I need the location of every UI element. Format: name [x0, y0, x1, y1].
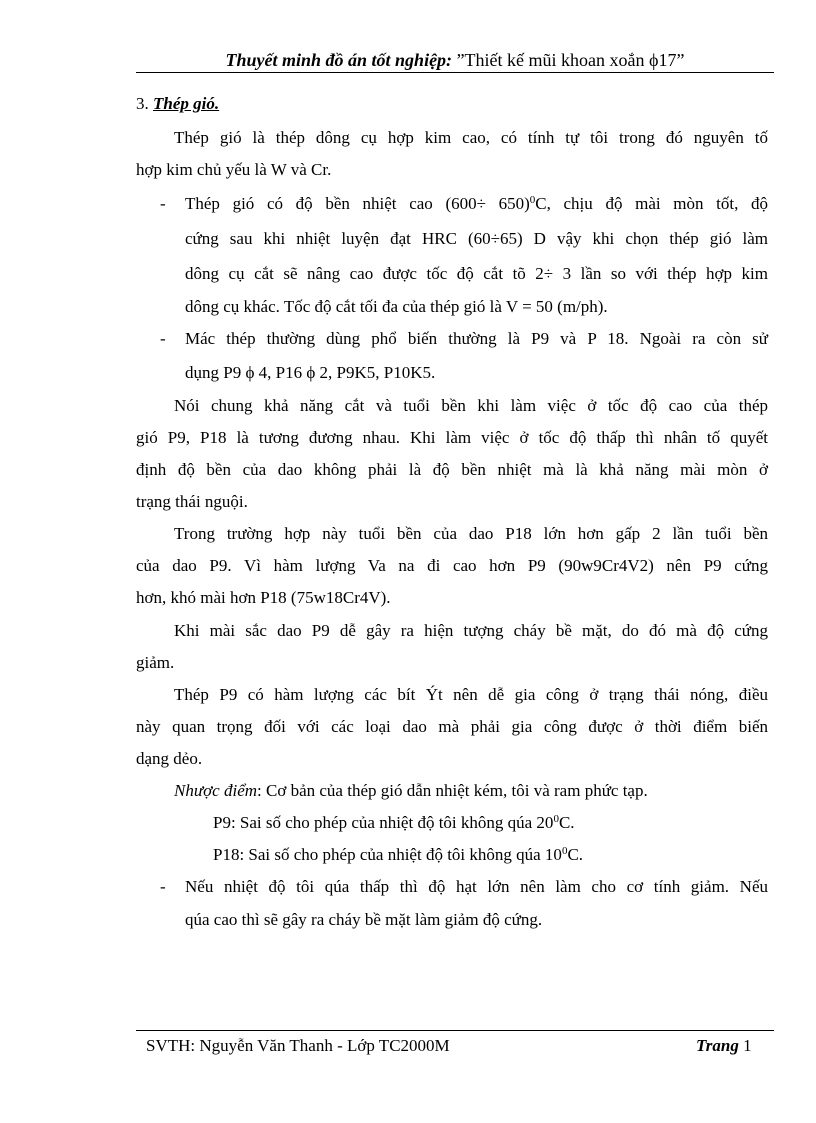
- section-number: 3.: [136, 94, 149, 113]
- header-title-prefix: Thuyết minh đồ án tốt nghiệp:: [225, 50, 453, 70]
- paragraph-line: giảm.: [136, 653, 175, 672]
- bullet-line: dụng P9 ϕ 4, P16 ϕ 2, P9K5, P10K5.: [185, 363, 436, 382]
- tolerance-p18: [213, 845, 583, 865]
- section-heading: [136, 94, 219, 114]
- bullet-line: dông cụ cắt sẽ nâng cao được tốc độ cắt tõ 2÷ 3 lần so với thép hợp kim: [185, 264, 768, 283]
- paragraph-line: Nói chung khả năng cắt và tuổi bền khi làm việc ở tốc độ cao của thép: [174, 396, 768, 415]
- paragraph-line: này quan trọng đối với các loại dao mà phải gia công được ở thời điểm biến: [136, 717, 768, 736]
- superscript: 0: [553, 813, 559, 825]
- superscript: 0: [561, 845, 568, 857]
- bullet-line: Nếu nhiệt độ tôi qúa thấp thì độ hạt lớn nên làm cho cơ tính giảm. Nếu: [185, 877, 768, 896]
- paragraph-line: hơn, khó mài hơn P18 (75w18Cr4V).: [136, 588, 391, 607]
- bullet-line: [185, 194, 768, 214]
- paragraph-line: gió P9, P18 là tương đương nhau. Khi làm việc ở tốc độ thấp thì nhân tố quyết: [136, 428, 768, 447]
- superscript: 0: [529, 194, 536, 206]
- bullet-dash: -: [160, 194, 166, 213]
- header-title-suffix: ”Thiết kế mũi khoan xoắn ϕ17”: [456, 50, 685, 70]
- bullet-dash: -: [160, 877, 166, 896]
- bullet-text: C, chịu độ mài mòn tốt, độ: [535, 194, 768, 213]
- footer-page: [696, 1036, 752, 1056]
- paragraph-line: Trong trường hợp này tuổi bền của dao P18 lớn hơn gấp 2 lần tuổi bền: [174, 524, 768, 543]
- section-title: Thép gió.: [153, 94, 220, 113]
- tolerance-unit: C.: [558, 813, 575, 832]
- paragraph-line: hợp kim chủ yếu là W và Cr.: [136, 160, 332, 179]
- page-header: [136, 50, 774, 73]
- disadvantage-label: Nhược điểm: [174, 781, 258, 800]
- tolerance-text: P9: Sai số cho phép của nhiệt độ tôi không qúa 20: [213, 813, 554, 832]
- bullet-line: dông cụ khác. Tốc độ cắt tối đa của thép gió là V = 50 (m/ph).: [185, 297, 608, 316]
- paragraph-line: Thép P9 có hàm lượng các bít Ýt nên dễ gia công ở trạng thái nóng, điều: [174, 685, 768, 704]
- disadvantage-text: : Cơ bản của thép gió dẫn nhiệt kém, tôi và ram phức tạp.: [257, 781, 648, 800]
- tolerance-unit: C.: [567, 845, 584, 864]
- bullet-dash: -: [160, 329, 166, 348]
- disadvantage-line: [174, 781, 648, 801]
- paragraph-line: của dao P9. Vì hàm lượng Va na đi cao hơn P9 (90w9Cr4V2) nên P9 cứng: [136, 556, 768, 575]
- footer-divider: [136, 1030, 774, 1031]
- page-label: Trang: [696, 1036, 739, 1055]
- paragraph-line: dạng dẻo.: [136, 749, 203, 768]
- footer-student: SVTH: Nguyễn Văn Thanh - Lớp TC2000M: [146, 1036, 450, 1055]
- paragraph-line: định độ bền của dao không phải là độ bền nhiệt mà là khả năng mài mòn ở: [136, 460, 768, 479]
- bullet-line: Mác thép thường dùng phổ biến thường là P9 và P 18. Ngoài ra còn sử: [185, 329, 768, 348]
- paragraph-line: trạng thái nguội.: [136, 492, 248, 511]
- bullet-line: qúa cao thì sẽ gây ra cháy bề mặt làm giảm độ cứng.: [185, 910, 543, 929]
- bullet-line: cứng sau khi nhiệt luyện đạt HRC (60÷65) D vậy khi chọn thép gió làm: [185, 229, 768, 248]
- bullet-text: Thép gió có độ bền nhiệt cao (600÷ 650): [185, 194, 530, 213]
- page-number: 1: [743, 1036, 752, 1055]
- paragraph-line: Khi mài sắc dao P9 dễ gây ra hiện tượng cháy bề mặt, do đó mà độ cứng: [174, 621, 768, 640]
- tolerance-p9: [213, 813, 575, 833]
- tolerance-text: P18: Sai số cho phép của nhiệt độ tôi không qúa 10: [213, 845, 562, 864]
- paragraph-line: Thép gió là thép dông cụ hợp kim cao, có tính tự tôi trong đó nguyên tố: [174, 128, 768, 147]
